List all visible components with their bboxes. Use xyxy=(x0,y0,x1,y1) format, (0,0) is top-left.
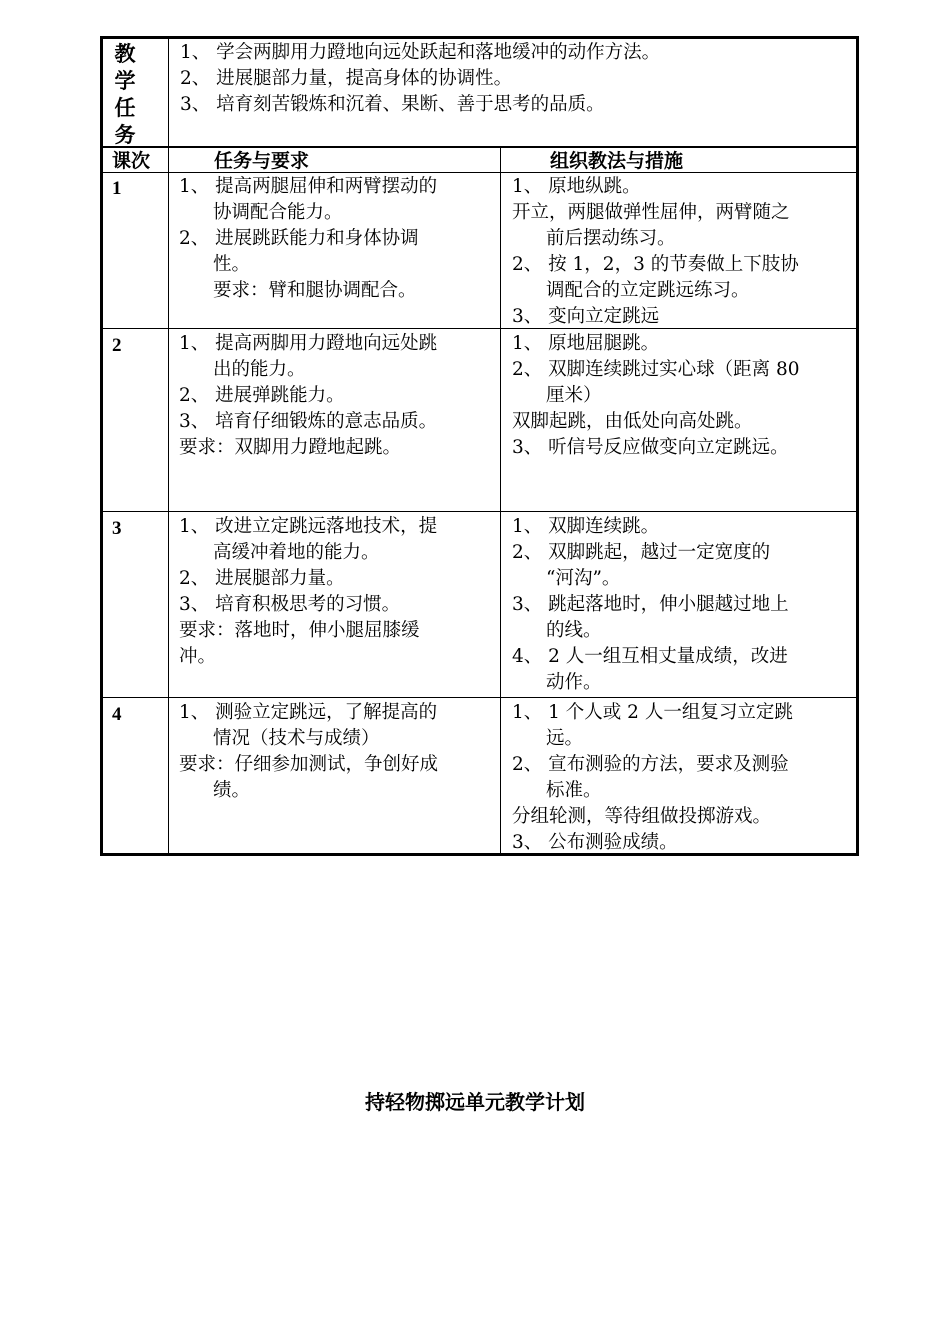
row-divider-tasks xyxy=(103,146,856,148)
teaching-tasks-list xyxy=(180,40,660,118)
methods-cell: 1、 原地纵跳。 开立，两腿做弹性屈伸，两臂随之 前后摆动练习。 2、 按 1，2，3 的节奏做上下肢协 调配合的立定跳远练习。 3、 变向立定跳远 xyxy=(512,176,799,327)
lesson-number: 2 xyxy=(112,335,122,356)
methods-cell: 1、 1 个人或 2 人一组复习立定跳 远。 2、 宣布测验的方法，要求及测验 标准。 分组轮测，等待组做投掷游戏。 3、 公布测验成绩。 xyxy=(512,702,793,853)
task-item: 1、 学会两脚用力蹬地向远处跃起和落地缓冲的动作方法。 xyxy=(180,42,661,63)
teaching-tasks-label: 教 学 任 务 xyxy=(114,41,136,147)
header-methods: 组织教法与措施 xyxy=(550,150,684,172)
row-divider-3 xyxy=(103,697,856,698)
requirements-cell: 1、 提高两腿屈伸和两臂摆动的 协调配合能力。 2、 进展跳跃能力和身体协调 性。 要求：臂和腿协调配合。 xyxy=(179,176,438,301)
requirements-cell: 1、 提高两脚用力蹬地向远处跳 出的能力。 2、 进展弹跳能力。 3、 培育仔细锻炼的意志品质。 要求：双脚用力蹬地起跳。 xyxy=(179,333,438,458)
col-divider-1 xyxy=(168,39,169,853)
header-requirements: 任务与要求 xyxy=(214,150,310,172)
methods-cell: 1、 原地屈腿跳。 2、 双脚连续跳过实心球（距离 80 厘米） 双脚起跳，由低处向高处跳。 3、 听信号反应做变向立定跳远。 xyxy=(512,333,800,458)
task-item: 2、 进展腿部力量，提高身体的协调性。 xyxy=(180,68,513,89)
lesson-number: 1 xyxy=(112,178,122,199)
lesson-plan-table xyxy=(100,36,859,856)
task-item: 3、 培育刻苦锻炼和沉着、果断、善于思考的品质。 xyxy=(180,94,605,115)
col-divider-2 xyxy=(500,147,501,853)
row-divider-2 xyxy=(103,511,856,512)
section-title: 持轻物掷远单元教学计划 xyxy=(365,1090,585,1114)
requirements-cell: 1、 测验立定跳远，了解提高的 情况（技术与成绩） 要求：仔细参加测试，争创好成 绩。 xyxy=(179,702,439,801)
lesson-number: 3 xyxy=(112,518,122,539)
requirements-cell: 1、 改进立定跳远落地技术，提 高缓冲着地的能力。 2、 进展腿部力量。 3、 培育积极思考的习惯。 要求：落地时，伸小腿屈膝缓 冲。 xyxy=(179,516,438,667)
methods-cell: 1、 双脚连续跳。 2、 双脚跳起，越过一定宽度的 “河沟”。 3、 跳起落地时，伸小腿越过地上 的线。 4、 2 人一组互相丈量成绩，改进 动作。 xyxy=(512,516,789,693)
lesson-number: 4 xyxy=(112,704,122,725)
header-lesson: 课次 xyxy=(112,150,151,172)
